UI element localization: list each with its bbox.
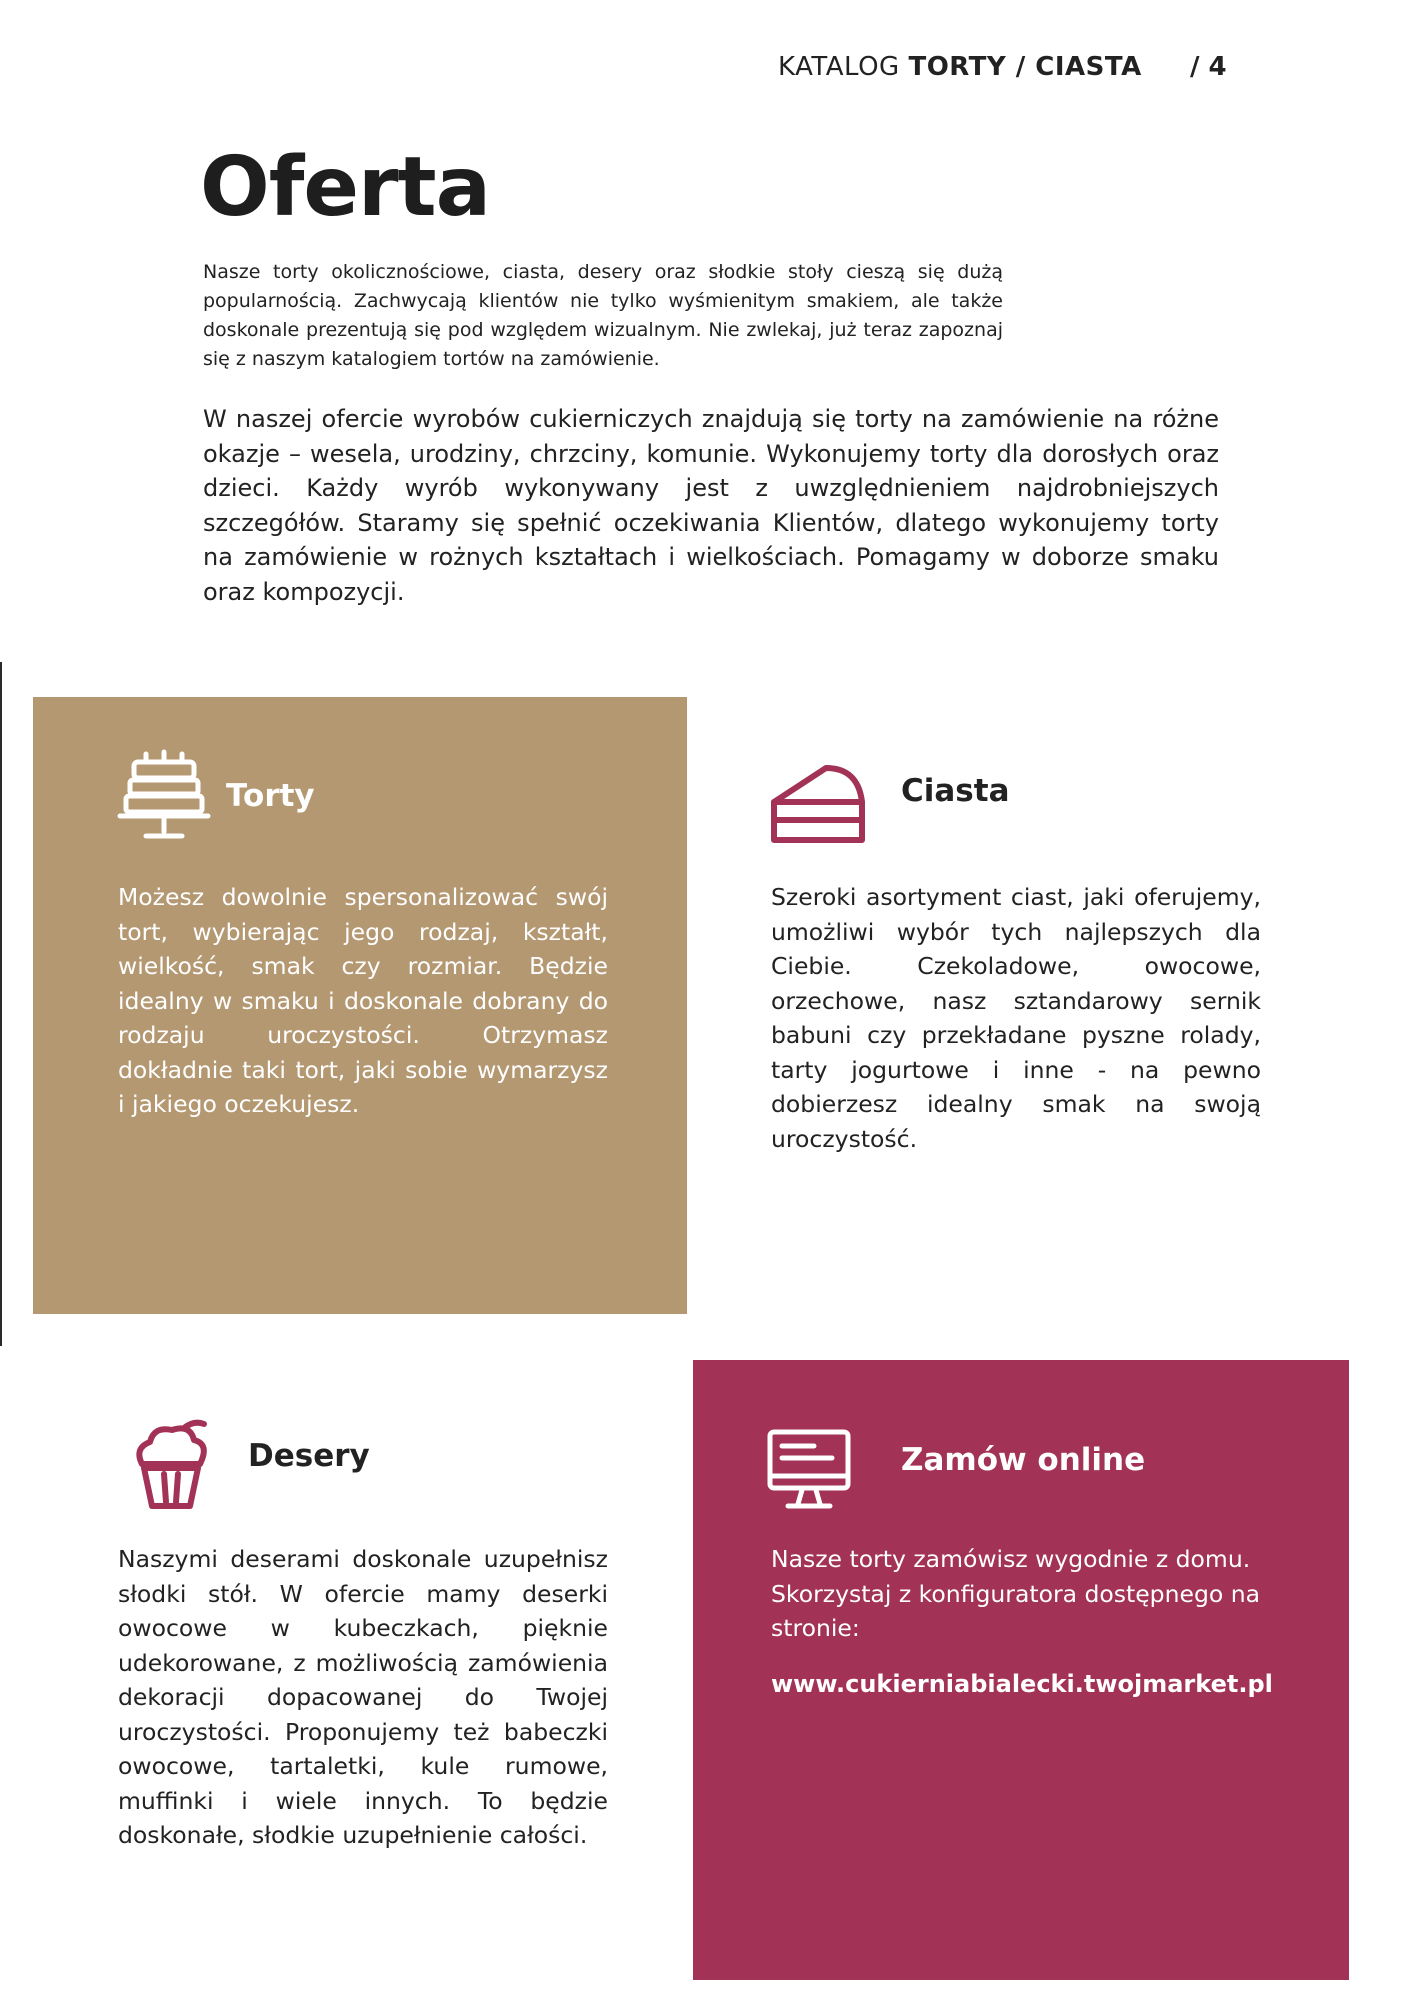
catalog-section: TORTY / CIASTA: [908, 52, 1142, 82]
cupcake-icon: [128, 1418, 214, 1510]
left-edge-rule: [0, 662, 2, 1346]
ciasta-title: Ciasta: [901, 773, 1010, 809]
cake-stand-icon: [116, 748, 212, 844]
desery-text: Naszymi deserami doskonale uzupełnisz słodki stół. W ofercie mamy deserki owocowe w kubeczkach, pięknie udekorowane, z możliwością zamówienia dekoracji dopacowanej do Twojej uroczystości. Proponujemy też babeczki owocowe, tartaletki, kule rumowe, muffinki i wiele innych. To będzie doskonałe, słodkie uzupełnienie całości.: [118, 1545, 608, 1849]
zamow-text: Nasze torty zamówisz wygodnie z domu. Skorzystaj z konfiguratora dostępnego na stronie:: [771, 1545, 1261, 1642]
torty-title: Torty: [226, 778, 315, 814]
intro-paragraph: Nasze torty okolicznościowe, ciasta, desery oraz słodkie stoły cieszą się dużą popularnością. Zachwycają klientów nie tylko wyśmienitym smakiem, ale także doskonale prezentują się pod względem wizualnym. Nie zwlekaj, już teraz zapoznaj się z naszym katalogiem tortów na zamówienie.: [203, 261, 1003, 370]
catalog-header: [778, 52, 1142, 82]
page-title: Oferta: [200, 140, 490, 235]
desery-title: Desery: [248, 1438, 370, 1474]
page-number: / 4: [1190, 52, 1227, 82]
catalog-prefix: KATALOG: [778, 52, 900, 82]
lead-paragraph: W naszej ofercie wyrobów cukierniczych znajdują się torty na zamówienie na różne okazje – wesela, urodziny, chrzciny, komunie. Wykonujemy torty dla dorosłych oraz dzieci. Każdy wyrób wykonywany jest z uwzględnieniem najdrobniejszych szczegółów. Staramy się spełnić oczekiwania Klientów, dlatego wykonujemy torty na zamówienie w rożnych kształtach i wielkościach. Pomagamy w doborze smaku oraz kompozycji.: [203, 405, 1219, 606]
shop-url-link[interactable]: www.cukierniabialecki.twojmarket.pl: [771, 1670, 1273, 1698]
cake-slice-icon: [768, 762, 868, 846]
ciasta-text: Szeroki asortyment ciast, jaki oferujemy, umożliwi wybór tych najlepszych dla Ciebie. Czekoladowe, owocowe, orzechowe, nasz sztandarowy sernik babuni czy przekładane pyszne rolady, tarty jogurtowe i inne - na pewno dobierzesz idealny smak na swoją uroczystość.: [771, 883, 1261, 1153]
zamow-title: Zamów online: [901, 1442, 1146, 1478]
monitor-icon: [766, 1428, 852, 1514]
torty-text: Możesz dowolnie spersonalizować swój tort, wybierając jego rodzaj, kształt, wielkość, smak czy rozmiar. Będzie idealny w smaku i doskonale dobrany do rodzaju uroczystości. Otrzymasz dokładnie taki tort, jaki sobie wymarzysz i jakiego oczekujesz.: [118, 883, 608, 1118]
